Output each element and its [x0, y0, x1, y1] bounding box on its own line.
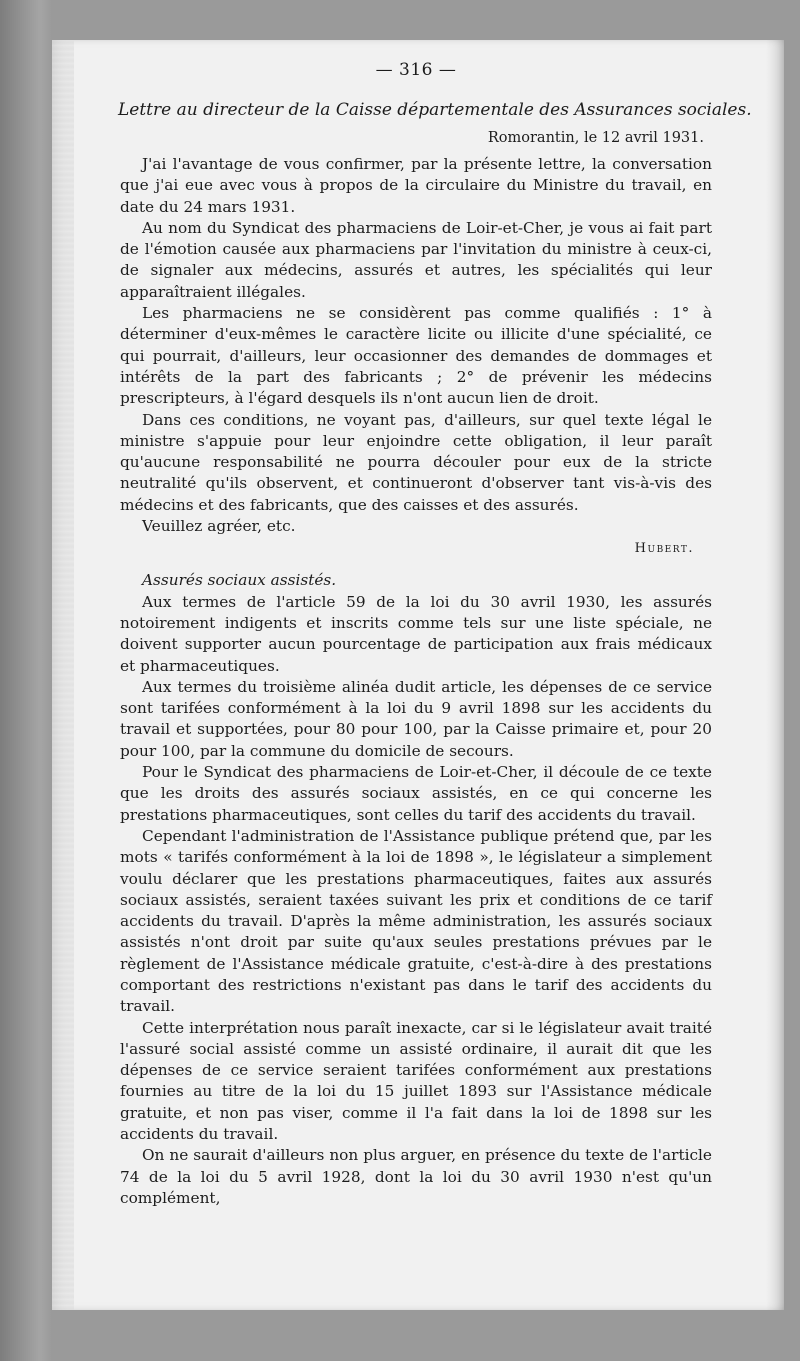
page-number: — 316 — [375, 60, 457, 80]
section-paragraph: Cette interprétation nous paraît inexacte, car si le législateur avait traité l'assuré social assisté comme un assisté ordinaire, il aurait dit que les dépenses de ce service seraient tarifées conformément aux prestations fournies au titre de la loi du 15 juillet 1893 sur l'Assistance médicale gratuite, et non pas viser, comme il l'a fait dans la loi de 1898 sur les accidents du travail. [120, 1018, 712, 1144]
letter-signature: Hubert. [634, 541, 694, 557]
letter-paragraph: Au nom du Syndicat des pharmaciens de Loir-et-Cher, je vous ai fait part de l'émotion causée aux pharmaciens par l'invitation du ministre à ceux-ci, de signaler aux médecins, assurés et autres, les spécialités qui leur apparaîtraient illégales. [120, 218, 712, 301]
section-paragraph: Aux termes du troisième alinéa dudit article, les dépenses de ce service sont tarifées conformément à la loi du 9 avril 1898 sur les accidents du travail et supportées, pour 80 pour 100, par la Caisse primaire et, pour 20 pour 100, par la commune du domicile de secours. [120, 677, 712, 760]
letter-dateline: Romorantin, le 12 avril 1931. [487, 130, 704, 146]
section-body [120, 592, 712, 1210]
letter-paragraph: Les pharmaciens ne se considèrent pas comme qualifiés : 1° à déterminer d'eux-mêmes le caractère licite ou illicite d'une spécialité, ce qui pourrait, d'ailleurs, leur occasionner des demandes de dommages et intérêts de la part des fabricants ; 2° de prévenir les médecins prescripteurs, à l'égard desquels ils n'ont aucun lien de droit. [120, 304, 712, 408]
letter-body [120, 154, 712, 537]
section-paragraph: Cependant l'administration de l'Assistance publique prétend que, par les mots « tarifés conformément à la loi de 1898 », le législateur a simplement voulu déclarer que les prestations pharmaceutiques, faites aux assurés sociaux assistés, seraient taxées suivant les prix et conditions de ce tarif accidents du travail. D'après la même administration, les assurés sociaux assistés n'ont droit par suite qu'aux seules prestations prévues par le règlement de l'Assistance médicale gratuite, c'est-à-dire à des prestations comportant des restrictions n'existant pas dans le tarif des accidents du travail. [120, 826, 712, 1016]
letter-paragraph: Dans ces conditions, ne voyant pas, d'ailleurs, sur quel texte légal le ministre s'appuie pour leur enjoindre cette obligation, il leur paraît qu'aucune responsabilité ne pourra découler pour eux de la stricte neutralité qu'ils observent, et continueront d'observer tant vis-à-vis des médecins et des fabricants, que des caisses et des assurés. [120, 410, 712, 514]
page-binding-shadow [52, 40, 74, 1310]
section-paragraph: Pour le Syndicat des pharmaciens de Loir-et-Cher, il découle de ce texte que les droits des assurés sociaux assistés, en ce qui concerne les prestations pharmaceutiques, sont celles du tarif des accidents du travail. [120, 763, 712, 824]
page-edge-shadow [766, 40, 784, 1310]
section-title: Assurés sociaux assistés. [142, 571, 337, 590]
letter-title: Lettre au directeur de la Caisse départementale des Assurances sociales. [118, 100, 752, 120]
letter-paragraph: J'ai l'avantage de vous confirmer, par la présente lettre, la conversation que j'ai eue avec vous à propos de la circulaire du Ministre du travail, en date du 24 mars 1931. [120, 155, 712, 216]
page-content [118, 60, 752, 1209]
section-paragraph: On ne saurait d'ailleurs non plus arguer, en présence du texte de l'article 74 de la loi du 5 avril 1928, dont la loi du 30 avril 1930 n'est qu'un complément, [120, 1146, 712, 1207]
section-paragraph: Aux termes de l'article 59 de la loi du 30 avril 1930, les assurés notoirement indigents et inscrits comme tels sur une liste spéciale, ne doivent supporter aucun pourcentage de participation aux frais médicaux et pharmaceutiques. [120, 592, 712, 675]
letter-closing: Veuillez agréer, etc. [142, 517, 296, 536]
